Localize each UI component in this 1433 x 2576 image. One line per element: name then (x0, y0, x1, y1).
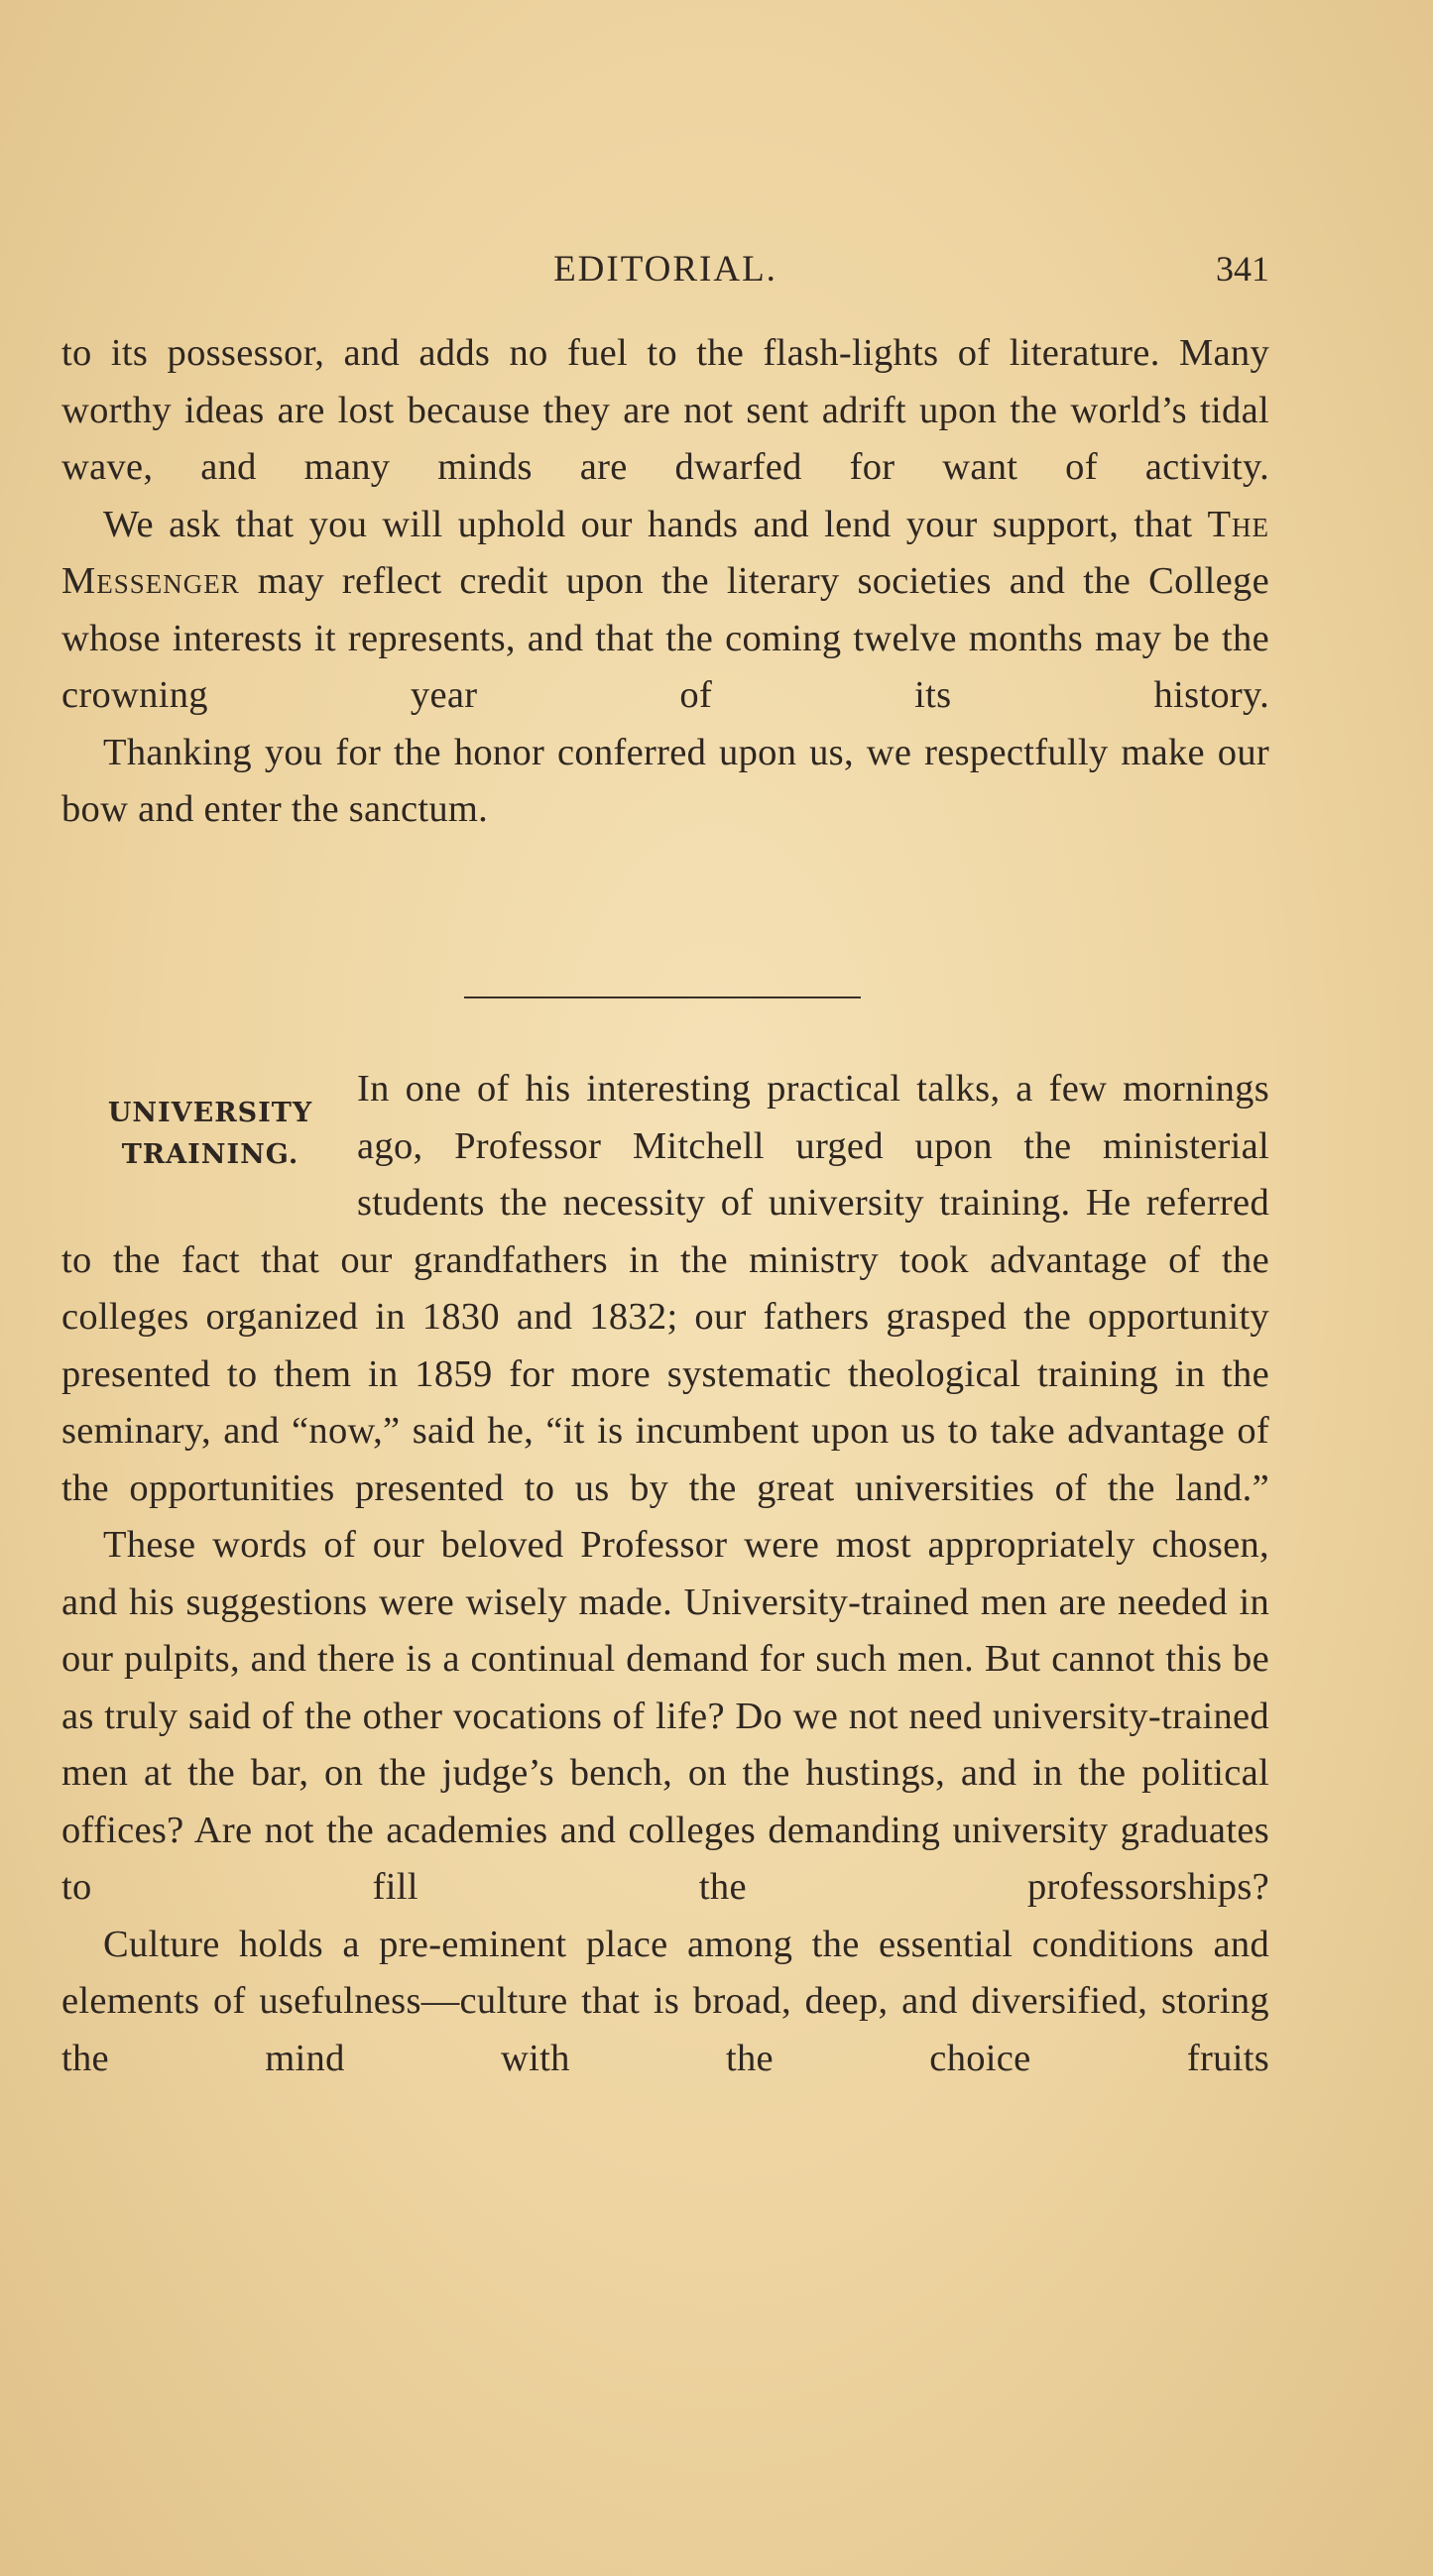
paragraph-text: We ask that you will uphold our hands and lend your support, that (103, 503, 1208, 545)
paragraph-mitchell-talk: In one of his interesting practical talks, a few mornings ago, Professor Mitchell urged upon the ministerial students the necessity of university training. He referred to the fact that our grandfathers in the ministry took advantage of the colleges organized in 1830 and 1832; our fathers grasped the opportunity presented to them in 1859 for more systematic theological training in the seminary, and “now,” said he, “it is incumbent upon us to take advantage of the opportunities presented to us by the great universities of the land.” (61, 1068, 1269, 1509)
paragraph-culture: Culture holds a pre-eminent place among the essential conditions and elements of usefulness—culture that is broad, deep, and diversified, storing the mind with the choice fruits (61, 1923, 1269, 2079)
paragraph-professor-words: These words of our beloved Professor were most appropriately chosen, and his suggestions were wisely made. University-trained men are needed in our pulpits, and there is a continual demand for such men. But cannot this be as truly said of the other vocations of life? Do we not need university-trained men at the bar, on the judge’s bench, on the hustings, and in the political offices? Are not the academies and colleges demanding university graduates to fill the professorships? (61, 1524, 1269, 1908)
paragraph-support-request (61, 497, 1269, 725)
section-divider (464, 996, 861, 998)
running-head: EDITORIAL. (553, 249, 777, 290)
paragraph-thanks: Thanking you for the honor conferred upon us, we respectfully make our bow and enter the sanctum. (61, 731, 1269, 830)
page-number: 341 (1216, 249, 1269, 289)
publication-name: The Messenger (61, 503, 1269, 602)
editorial-closing-section (61, 325, 1269, 839)
paragraph-continuation: to its possessor, and adds no fuel to the flash-lights of literature. Many worthy ideas are lost because they are not sent adrift upon the world’s tidal wave, and many minds are dwarfed for want of activity. (61, 332, 1269, 488)
university-training-section (61, 1061, 1269, 2087)
side-heading (61, 1093, 359, 1176)
side-heading-line: TRAINING. (121, 1139, 299, 1170)
side-heading-line: UNIVERSITY (107, 1098, 313, 1128)
page-header (61, 248, 1269, 297)
paragraph-text: may reflect credit upon the literary societies and the College whose interests it represents, and that the coming twelve months may be the crowning year of its history. (61, 560, 1269, 716)
